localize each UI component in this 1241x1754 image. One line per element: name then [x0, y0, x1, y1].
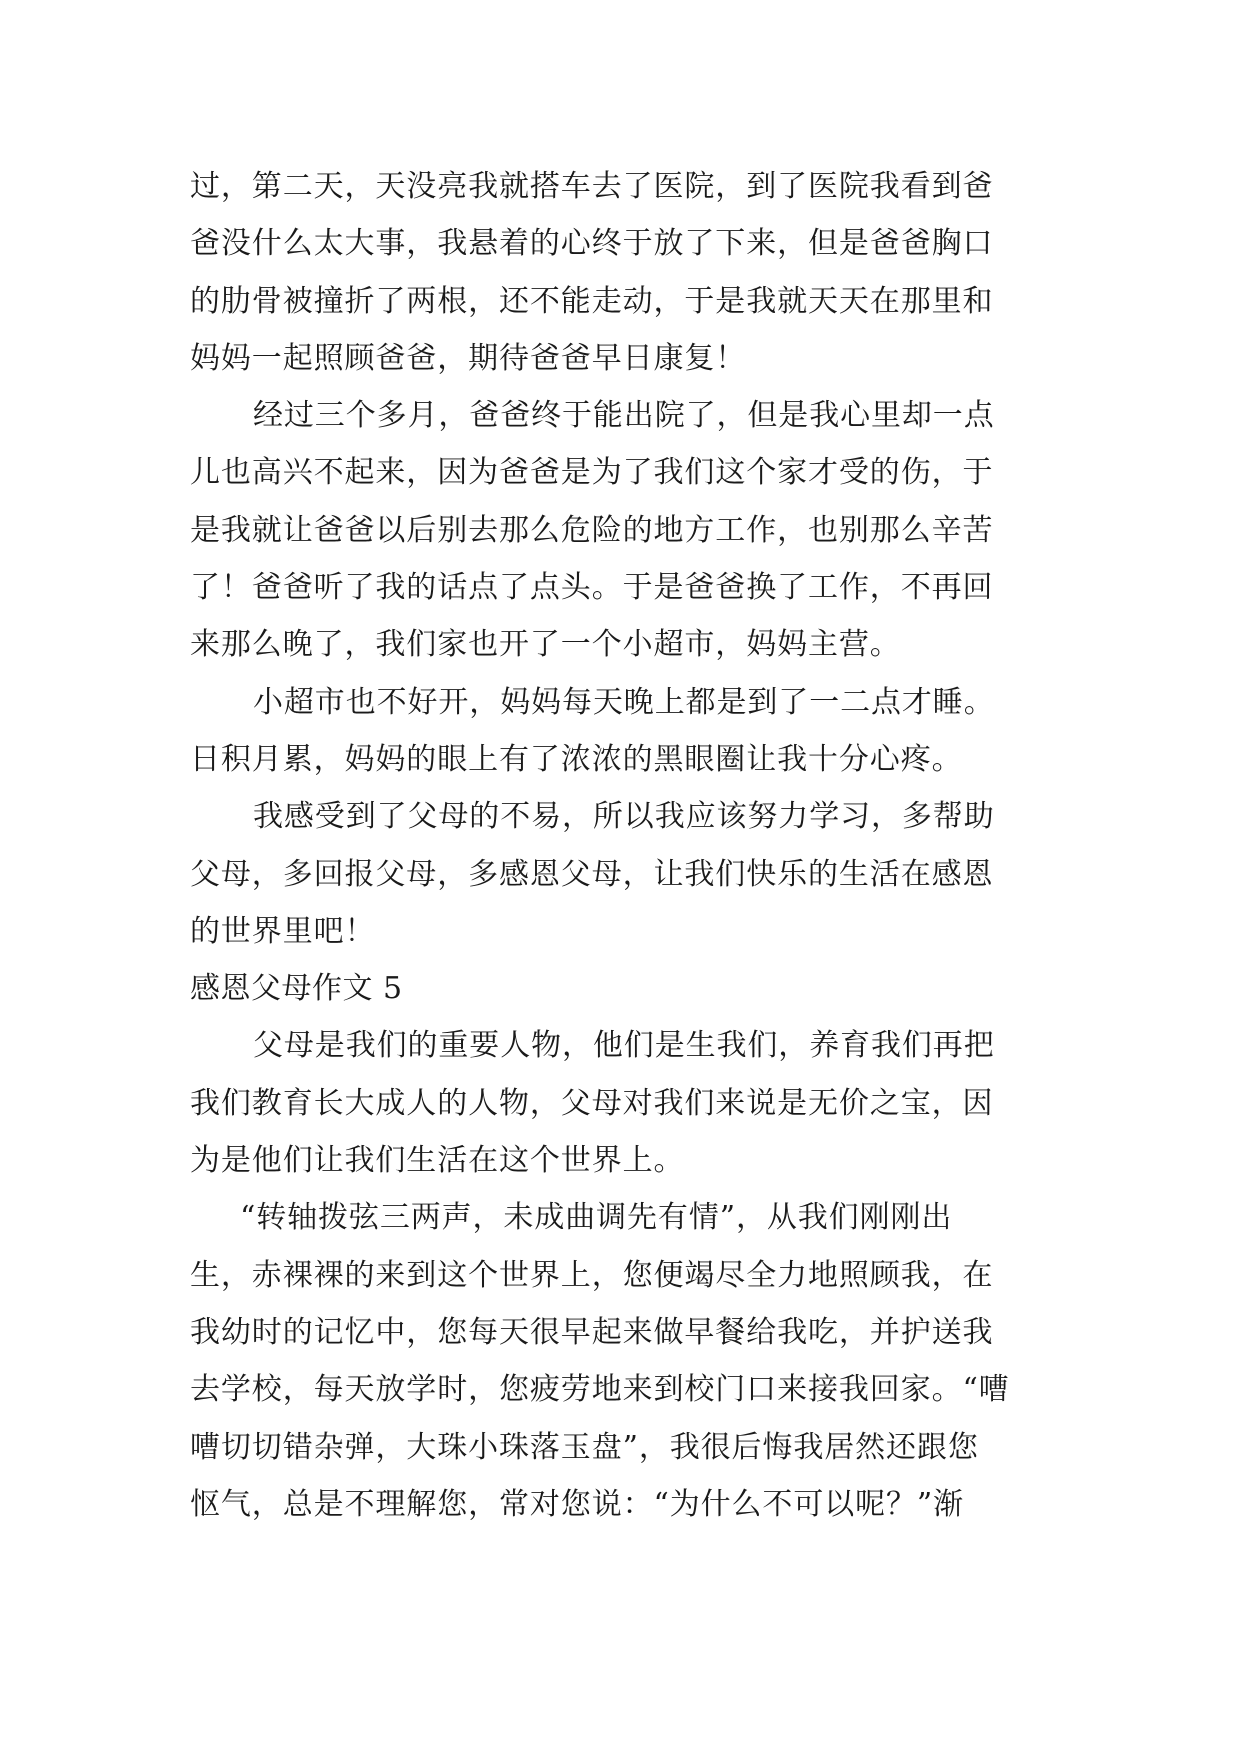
- text-line: 是我就让爸爸以后别去那么危险的地方工作，也别那么辛苦: [190, 512, 994, 548]
- text-line: 的肋骨被撞折了两根，还不能走动，于是我就天天在那里和: [190, 283, 994, 319]
- text-line: 儿也高兴不起来，因为爸爸是为了我们这个家才受的伤，于: [190, 455, 994, 491]
- text-line: 来那么晚了，我们家也开了一个小超市，妈妈主营。: [190, 627, 901, 663]
- paragraph-start-line: 小超市也不好开，妈妈每天晚上都是到了一二点才睡。: [253, 684, 995, 720]
- text-line: 妈妈一起照顾爸爸，期待爸爸早日康复！: [190, 340, 747, 376]
- paragraph-start-line: 父母是我们的重要人物，他们是生我们，养育我们再把: [253, 1028, 995, 1064]
- paragraph-start-line: “转轴拨弦三两声，未成曲调先有情”，从我们刚刚出: [240, 1200, 953, 1236]
- text-line: 日积月累，妈妈的眼上有了浓浓的黑眼圈让我十分心疼。: [190, 741, 963, 777]
- text-line: 了！爸爸听了我的话点了点头。于是爸爸换了工作，不再回: [190, 570, 994, 606]
- text-line: 的世界里吧！: [190, 913, 376, 949]
- text-line: 我们教育长大成人的人物，父母对我们来说是无价之宝，因: [190, 1085, 994, 1121]
- text-line: 过，第二天，天没亮我就搭车去了医院，到了医院我看到爸: [190, 169, 994, 204]
- essay-heading: 感恩父母作文 5: [190, 971, 403, 1007]
- text-line: 父母，多回报父母，多感恩父母，让我们快乐的生活在感恩: [190, 856, 994, 892]
- essay-body: [190, 158, 1070, 1533]
- text-line: 去学校，每天放学时，您疲劳地来到校门口来接我回家。“嘈: [190, 1372, 1010, 1408]
- text-line: 为是他们让我们生活在这个世界上。: [190, 1143, 685, 1179]
- text-line: 爸没什么太大事，我悬着的心终于放了下来，但是爸爸胸口: [190, 226, 994, 262]
- text-line: 生，赤裸裸的来到这个世界上，您便竭尽全力地照顾我，在: [190, 1257, 994, 1293]
- paragraph-start-line: 我感受到了父母的不易，所以我应该努力学习，多帮助: [253, 799, 995, 835]
- text-line: 怄气，总是不理解您，常对您说：“为什么不可以呢？”渐: [190, 1486, 965, 1522]
- text-line: 嘈切切错杂弹，大珠小珠落玉盘”，我很后悔我居然还跟您: [190, 1429, 979, 1465]
- text-line: 我幼时的记忆中，您每天很早起来做早餐给我吃，并护送我: [190, 1314, 994, 1350]
- paragraph-start-line: 经过三个多月，爸爸终于能出院了，但是我心里却一点: [253, 398, 995, 434]
